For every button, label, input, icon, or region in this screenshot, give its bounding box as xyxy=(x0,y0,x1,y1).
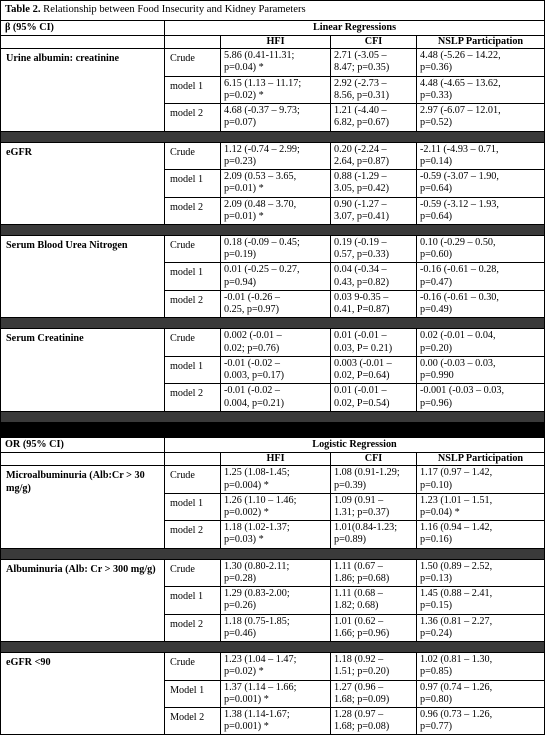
hfi-value-line: 5.86 (0.41-11.31; xyxy=(224,50,295,62)
column-header: NSLP Participation xyxy=(417,453,545,466)
column-header: HFI xyxy=(221,453,331,466)
cfi-value-cell xyxy=(331,49,417,76)
nslp-value-cell xyxy=(417,197,545,224)
cfi-value-cell xyxy=(331,708,417,735)
cfi-value-line: 0.01 (-0.01 – xyxy=(334,330,387,342)
cfi-value-cell xyxy=(331,197,417,224)
hfi-value-line: 2.09 (0.48 – 3.70, xyxy=(224,198,297,210)
hfi-value-line: 1.23 (1.04 – 1.47; xyxy=(224,654,297,666)
model-label: Crude xyxy=(165,329,221,356)
hfi-value-line: 1.18 (0.75-1.85; xyxy=(224,615,290,627)
cfi-value-line: p=0.39) xyxy=(334,479,367,491)
group-separator xyxy=(1,548,545,559)
nslp-value-line: p=0.96) xyxy=(420,397,453,409)
hfi-value-line: 0.18 (-0.09 – 0.45; xyxy=(224,236,300,248)
hfi-value-line: -0.01 (-0.02 – xyxy=(224,385,281,397)
hfi-value-cell xyxy=(221,329,331,356)
nslp-value-line: p=0.85) xyxy=(420,666,453,678)
linear-column-header-row xyxy=(1,35,545,48)
cfi-value-line: 0.43, p=0.82) xyxy=(334,276,389,288)
hfi-value-cell xyxy=(221,614,331,641)
nslp-value-line: 0.96 (0.73 – 1.26, xyxy=(420,709,493,721)
parameter-label: Serum Blood Urea Nitrogen xyxy=(1,235,165,317)
nslp-value-line: 1.17 (0.97 – 1.42, xyxy=(420,467,493,479)
hfi-value-line: p=0.02) * xyxy=(224,89,264,101)
nslp-value-cell xyxy=(417,521,545,548)
cfi-value-cell xyxy=(331,142,417,169)
cfi-value-line: 0.03 9-0.35 – xyxy=(334,291,389,303)
nslp-value-line: p=0.60) xyxy=(420,249,453,261)
nslp-value-cell xyxy=(417,653,545,680)
model-label: Crude xyxy=(165,142,221,169)
nslp-value-cell xyxy=(417,142,545,169)
nslp-value-line: -0.16 (-0.61 – 0.30, xyxy=(420,291,499,303)
hfi-value-line: p=0.23) xyxy=(224,155,257,167)
nslp-value-line: p=0.990 xyxy=(420,370,454,382)
hfi-value-line: p=0.46) xyxy=(224,627,257,639)
table-row xyxy=(1,49,545,76)
separator-bar xyxy=(1,131,545,142)
nslp-value-cell xyxy=(417,493,545,520)
cfi-value-cell xyxy=(331,170,417,197)
nslp-value-line: -0.59 (-3.12 – 1.93, xyxy=(420,198,499,210)
hfi-value-line: p=0.002) * xyxy=(224,506,269,518)
parameter-label: Serum Creatinine xyxy=(1,329,165,411)
cfi-value-cell xyxy=(331,614,417,641)
hfi-value-line: 1.12 (-0.74 – 2.99; xyxy=(224,143,300,155)
table-row xyxy=(1,466,545,493)
nslp-value-line: p=0.47) xyxy=(420,276,453,288)
empty-cell xyxy=(165,35,221,48)
table-caption xyxy=(1,1,545,21)
cfi-value-line: 1.18 (0.92 – xyxy=(334,654,384,666)
nslp-value-line: 4.48 (-5.26 – 14.22, xyxy=(420,50,501,62)
separator-bar xyxy=(1,224,545,235)
separator-bar xyxy=(1,642,545,653)
column-header: NSLP Participation xyxy=(417,35,545,48)
cfi-value-line: 0.88 (-1.29 – xyxy=(334,171,387,183)
nslp-value-line: -0.16 (-0.61 – 0.28, xyxy=(420,264,499,276)
nslp-value-line: p=0.52) xyxy=(420,117,453,129)
cfi-value-line: 1.86; p=0.68) xyxy=(334,572,390,584)
model-label: model 2 xyxy=(165,290,221,317)
cfi-value-line: 0.04 (-0.34 – xyxy=(334,264,387,276)
separator-bar xyxy=(1,411,545,422)
nslp-value-line: p=0.64) xyxy=(420,183,453,195)
hfi-value-line: p=0.07) xyxy=(224,117,257,129)
cfi-value-cell xyxy=(331,653,417,680)
nslp-value-cell xyxy=(417,49,545,76)
column-header: HFI xyxy=(221,35,331,48)
cfi-value-line: 1.11 (0.67 – xyxy=(334,560,383,572)
cfi-value-line: 1.01(0.84-1.23; xyxy=(334,522,398,534)
cfi-value-line: 1.51; p=0.20) xyxy=(334,666,390,678)
hfi-value-cell xyxy=(221,493,331,520)
table-row xyxy=(1,559,545,586)
cfi-value-cell xyxy=(331,493,417,520)
model-label: model 1 xyxy=(165,356,221,383)
empty-cell xyxy=(165,453,221,466)
cfi-value-line: 1.68; p=0.08) xyxy=(334,721,390,733)
hfi-value-line: 1.18 (1.02-1.37; xyxy=(224,522,290,534)
nslp-value-line: p=0.36) xyxy=(420,62,453,74)
cfi-value-line: 8.47; p=0.35) xyxy=(334,62,390,74)
cfi-value-line: 8.56, p=0.31) xyxy=(334,89,389,101)
cfi-value-line: 0.02, P=0.64) xyxy=(334,370,390,382)
hfi-value-line: -0.01 (-0.02 – xyxy=(224,357,281,369)
cfi-value-cell xyxy=(331,104,417,131)
logistic-section-title: Logistic Regression xyxy=(165,437,545,452)
model-label: Model 1 xyxy=(165,680,221,707)
hfi-value-line: 1.37 (1.14 – 1.66; xyxy=(224,681,297,693)
nslp-value-line: p=0.49) xyxy=(420,304,453,316)
model-label: model 1 xyxy=(165,76,221,103)
cfi-value-line: 0.57, p=0.33) xyxy=(334,249,389,261)
nslp-value-line: 1.16 (0.94 – 1.42, xyxy=(420,522,493,534)
model-label: model 1 xyxy=(165,493,221,520)
cfi-value-line: 1.08 (0.91-1.29; xyxy=(334,467,400,479)
cfi-value-cell xyxy=(331,356,417,383)
nslp-value-cell xyxy=(417,384,545,411)
nslp-value-cell xyxy=(417,76,545,103)
nslp-value-cell xyxy=(417,329,545,356)
cfi-value-line: 0.02, P=0.54) xyxy=(334,397,390,409)
hfi-value-line: 1.25 (1.08-1.45; xyxy=(224,467,290,479)
nslp-value-line: -2.11 (-4.93 – 0.71, xyxy=(420,143,499,155)
cfi-value-cell xyxy=(331,263,417,290)
nslp-value-line: p=0.80) xyxy=(420,693,453,705)
cfi-value-cell xyxy=(331,329,417,356)
section-separator xyxy=(1,422,545,437)
table-row xyxy=(1,653,545,680)
nslp-value-line: 0.10 (-0.29 – 0.50, xyxy=(420,236,496,248)
hfi-value-cell xyxy=(221,76,331,103)
cfi-value-line: 1.28 (0.97 – xyxy=(334,709,384,721)
cfi-value-line: 1.09 (0.91 – xyxy=(334,494,384,506)
cfi-value-cell xyxy=(331,290,417,317)
cfi-value-line: 0.01 (-0.01 – xyxy=(334,385,387,397)
linear-section-title: Linear Regressions xyxy=(165,20,545,35)
empty-cell xyxy=(1,453,165,466)
nslp-value-line: 0.00 (-0.03 – 0.03, xyxy=(420,357,496,369)
table-row xyxy=(1,329,545,356)
cfi-value-cell xyxy=(331,587,417,614)
linear-stat-header: β (95% CI) xyxy=(1,20,165,35)
hfi-value-line: 2.09 (0.53 – 3.65, xyxy=(224,171,297,183)
hfi-value-cell xyxy=(221,680,331,707)
nslp-value-line: p=0.14) xyxy=(420,155,453,167)
nslp-value-cell xyxy=(417,587,545,614)
hfi-value-line: 0.003, p=0.17) xyxy=(224,370,285,382)
model-label: model 2 xyxy=(165,614,221,641)
group-separator xyxy=(1,411,545,422)
model-label: model 1 xyxy=(165,170,221,197)
cfi-value-line: 1.68; p=0.09) xyxy=(334,693,390,705)
empty-cell xyxy=(1,35,165,48)
model-label: model 2 xyxy=(165,521,221,548)
cfi-value-line: 0.03, P= 0.21) xyxy=(334,342,393,354)
cfi-value-cell xyxy=(331,466,417,493)
linear-header-row xyxy=(1,20,545,35)
hfi-value-cell xyxy=(221,104,331,131)
hfi-value-line: p=0.001) * xyxy=(224,721,269,733)
hfi-value-line: 4.68 (-0.37 – 9.73; xyxy=(224,105,300,117)
nslp-value-line: p=0.64) xyxy=(420,210,453,222)
cfi-value-cell xyxy=(331,235,417,262)
hfi-value-cell xyxy=(221,466,331,493)
hfi-value-line: 1.30 (0.80-2.11; xyxy=(224,560,290,572)
model-label: model 2 xyxy=(165,104,221,131)
hfi-value-cell xyxy=(221,263,331,290)
group-separator xyxy=(1,224,545,235)
table-row xyxy=(1,142,545,169)
nslp-value-line: p=0.24) xyxy=(420,627,453,639)
hfi-value-line: 0.25, p=0.97) xyxy=(224,304,279,316)
hfi-value-line: p=0.28) xyxy=(224,572,257,584)
table-row xyxy=(1,235,545,262)
model-label: Crude xyxy=(165,49,221,76)
nslp-value-line: 0.97 (0.74 – 1.26, xyxy=(420,681,493,693)
cfi-value-line: 0.90 (-1.27 – xyxy=(334,198,387,210)
hfi-value-line: 0.02; p=0.76) xyxy=(224,342,280,354)
nslp-value-line: p=0.10) xyxy=(420,479,453,491)
hfi-value-cell xyxy=(221,49,331,76)
model-label: Crude xyxy=(165,653,221,680)
nslp-value-cell xyxy=(417,235,545,262)
hfi-value-line: p=0.26) xyxy=(224,600,257,612)
column-header: CFI xyxy=(331,35,417,48)
separator-bar xyxy=(1,548,545,559)
nslp-value-line: 1.23 (1.01 – 1.51, xyxy=(420,494,493,506)
nslp-value-line: p=0.77) xyxy=(420,721,453,733)
cfi-value-line: 0.41, P=0.87) xyxy=(334,304,390,316)
nslp-value-line: 1.45 (0.88 – 2.41, xyxy=(420,588,493,600)
nslp-value-cell xyxy=(417,104,545,131)
hfi-value-cell xyxy=(221,235,331,262)
model-label: model 1 xyxy=(165,263,221,290)
table-label: Table 2. xyxy=(5,4,41,15)
cfi-value-line: p=0.89) xyxy=(334,534,367,546)
column-header: CFI xyxy=(331,453,417,466)
nslp-value-line: 1.36 (0.81 – 2.27, xyxy=(420,615,493,627)
nslp-value-line: p=0.33) xyxy=(420,89,453,101)
cfi-value-line: 2.64, p=0.87) xyxy=(334,155,389,167)
model-label: Crude xyxy=(165,235,221,262)
hfi-value-cell xyxy=(221,708,331,735)
parameter-label: Microalbuminuria (Alb:Cr > 30 mg/g) xyxy=(1,466,165,548)
nslp-value-line: 2.97 (-6.07 – 12.01, xyxy=(420,105,501,117)
hfi-value-line: p=0.19) xyxy=(224,249,257,261)
cfi-value-cell xyxy=(331,76,417,103)
nslp-value-cell xyxy=(417,614,545,641)
cfi-value-cell xyxy=(331,521,417,548)
parameter-label: Albuminuria (Alb: Cr > 300 mg/g) xyxy=(1,559,165,641)
hfi-value-cell xyxy=(221,356,331,383)
cfi-value-line: 0.003 (-0.01 – xyxy=(334,357,392,369)
cfi-value-line: 6.82, p=0.67) xyxy=(334,117,389,129)
hfi-value-line: p=0.02) * xyxy=(224,666,264,678)
table-title-row xyxy=(1,1,545,21)
hfi-value-line: p=0.94) xyxy=(224,276,257,288)
hfi-value-line: p=0.001) * xyxy=(224,693,269,705)
nslp-value-line: p=0.04) * xyxy=(420,506,460,518)
cfi-value-line: 1.82; 0.68) xyxy=(334,600,379,612)
cfi-value-cell xyxy=(331,680,417,707)
hfi-value-line: 1.38 (1.14-1.67; xyxy=(224,709,290,721)
nslp-value-cell xyxy=(417,356,545,383)
cfi-value-line: 1.27 (0.96 – xyxy=(334,681,384,693)
parameter-label: eGFR <90 xyxy=(1,653,165,735)
nslp-value-line: 1.50 (0.89 – 2.52, xyxy=(420,560,493,572)
group-separator xyxy=(1,642,545,653)
hfi-value-line: p=0.01) * xyxy=(224,183,264,195)
hfi-value-cell xyxy=(221,290,331,317)
nslp-value-cell xyxy=(417,559,545,586)
hfi-value-line: 1.29 (0.83-2.00; xyxy=(224,588,290,600)
hfi-value-cell xyxy=(221,587,331,614)
group-separator xyxy=(1,318,545,329)
cfi-value-cell xyxy=(331,559,417,586)
parameter-label: Urine albumin: creatinine xyxy=(1,49,165,131)
cfi-value-line: 0.19 (-0.19 – xyxy=(334,236,387,248)
cfi-value-cell xyxy=(331,384,417,411)
separator-bar xyxy=(1,318,545,329)
hfi-value-cell xyxy=(221,384,331,411)
hfi-value-line: 0.002 (-0.01 – xyxy=(224,330,282,342)
table-title: Relationship between Food Insecurity and Kidney Parameters xyxy=(40,4,306,15)
model-label: Crude xyxy=(165,466,221,493)
model-label: Crude xyxy=(165,559,221,586)
cfi-value-line: 2.92 (-2.73 – xyxy=(334,77,387,89)
nslp-value-line: 0.02 (-0.01 – 0.04, xyxy=(420,330,496,342)
hfi-value-line: p=0.01) * xyxy=(224,210,264,222)
hfi-value-line: -0.01 (-0.26 – xyxy=(224,291,281,303)
nslp-value-line: p=0.15) xyxy=(420,600,453,612)
nslp-value-cell xyxy=(417,466,545,493)
cfi-value-line: 3.07, p=0.41) xyxy=(334,210,389,222)
section-separator-bar xyxy=(1,422,545,437)
cfi-value-line: 1.01 (0.62 – xyxy=(334,615,384,627)
hfi-value-cell xyxy=(221,197,331,224)
logistic-stat-header: OR (95% CI) xyxy=(1,437,165,452)
nslp-value-line: p=0.13) xyxy=(420,572,453,584)
model-label: model 1 xyxy=(165,587,221,614)
nslp-value-line: p=0.20) xyxy=(420,342,453,354)
nslp-value-cell xyxy=(417,680,545,707)
cfi-value-line: 2.71 (-3.05 – xyxy=(334,50,387,62)
hfi-value-line: p=0.04) * xyxy=(224,62,264,74)
cfi-value-line: 1.11 (0.68 – xyxy=(334,588,383,600)
hfi-value-line: 1.26 (1.10 – 1.46; xyxy=(224,494,297,506)
hfi-value-cell xyxy=(221,521,331,548)
hfi-value-cell xyxy=(221,653,331,680)
model-label: model 2 xyxy=(165,384,221,411)
nslp-value-line: p=0.16) xyxy=(420,534,453,546)
group-separator xyxy=(1,131,545,142)
cfi-value-line: 1.66; p=0.96) xyxy=(334,627,390,639)
nslp-value-line: 1.02 (0.81 – 1.30, xyxy=(420,654,493,666)
nslp-value-cell xyxy=(417,708,545,735)
parameter-label: eGFR xyxy=(1,142,165,224)
hfi-value-line: 6.15 (1.13 – 11.17; xyxy=(224,77,302,89)
cfi-value-line: 3.05, p=0.42) xyxy=(334,183,389,195)
hfi-value-line: p=0.03) * xyxy=(224,534,264,546)
cfi-value-line: 1.31; p=0.37) xyxy=(334,506,390,518)
hfi-value-cell xyxy=(221,559,331,586)
hfi-value-line: 0.004, p=0.21) xyxy=(224,397,285,409)
nslp-value-cell xyxy=(417,170,545,197)
cfi-value-line: 1.21 (-4.40 – xyxy=(334,105,387,117)
model-label: model 2 xyxy=(165,197,221,224)
nslp-value-line: -0.59 (-3.07 – 1.90, xyxy=(420,171,499,183)
cfi-value-line: 0.20 (-2.24 – xyxy=(334,143,387,155)
hfi-value-line: p=0.004) * xyxy=(224,479,269,491)
model-label: Model 2 xyxy=(165,708,221,735)
hfi-value-cell xyxy=(221,170,331,197)
logistic-header-row xyxy=(1,437,545,452)
nslp-value-cell xyxy=(417,290,545,317)
nslp-value-line: 4.48 (-4.65 – 13.62, xyxy=(420,77,501,89)
nslp-value-line: -0.001 (-0.03 – 0.03, xyxy=(420,385,505,397)
hfi-value-cell xyxy=(221,142,331,169)
nslp-value-cell xyxy=(417,263,545,290)
hfi-value-line: 0.01 (-0.25 – 0.27, xyxy=(224,264,300,276)
logistic-column-header-row xyxy=(1,453,545,466)
